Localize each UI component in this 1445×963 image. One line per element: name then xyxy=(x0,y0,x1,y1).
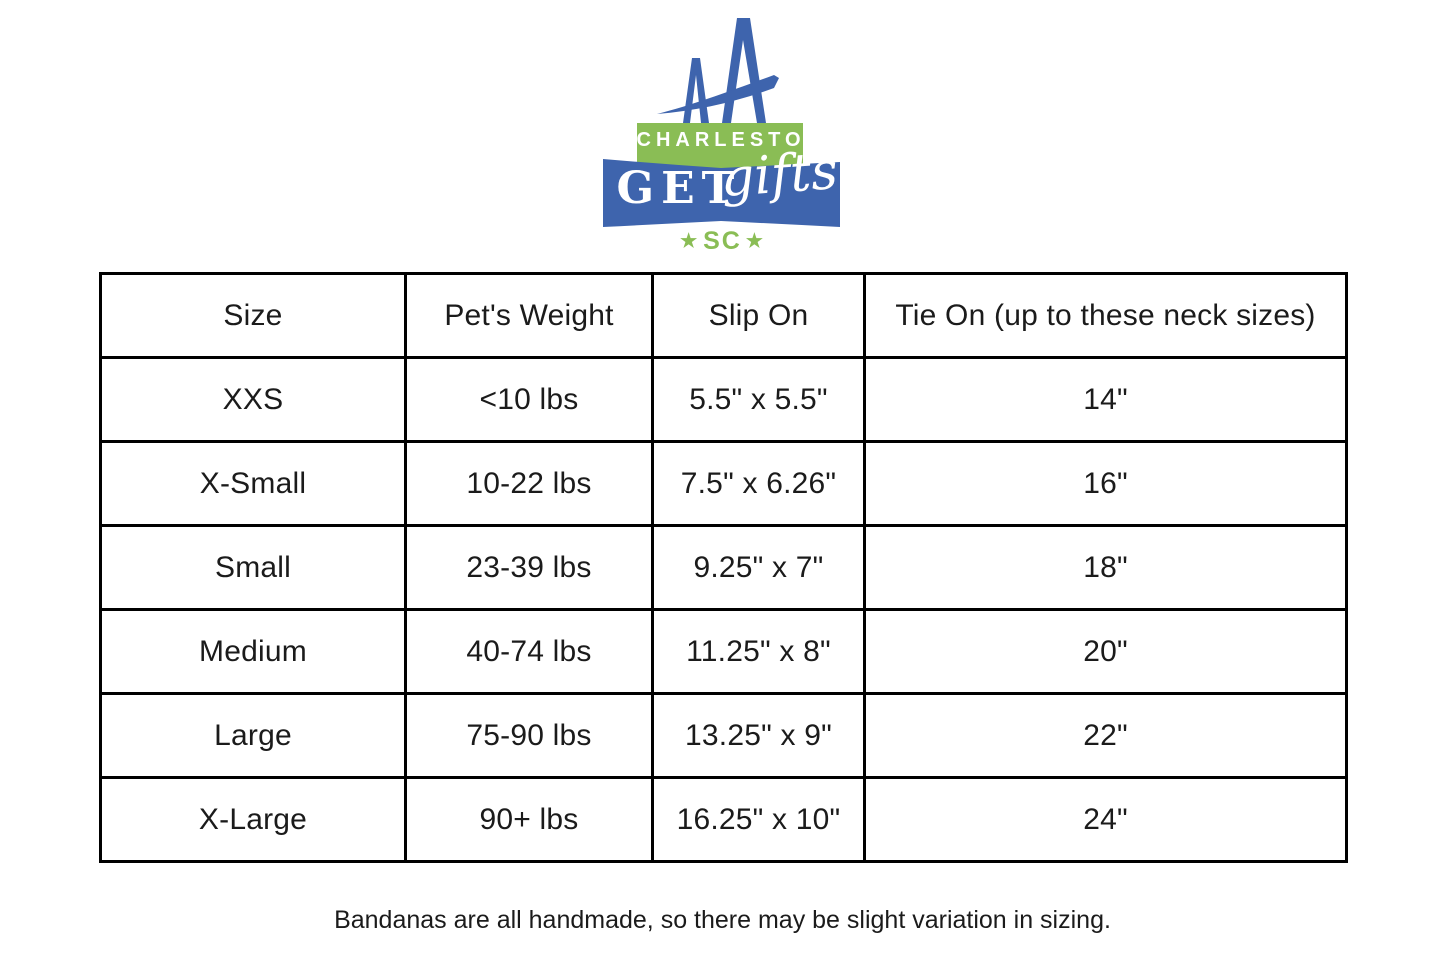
table-cell: 75-90 lbs xyxy=(406,694,653,778)
table-cell: Large xyxy=(101,694,406,778)
table-cell: Medium xyxy=(101,610,406,694)
column-header: Slip On xyxy=(653,274,865,358)
brand-banner-get-gifts xyxy=(603,141,840,227)
table-cell: 18" xyxy=(865,526,1347,610)
table-header-row xyxy=(101,274,1347,358)
table-cell: 10-22 lbs xyxy=(406,442,653,526)
star-icon: ★ xyxy=(745,231,765,252)
table-row xyxy=(101,442,1347,526)
table-cell: 9.25" x 7" xyxy=(653,526,865,610)
column-header: Pet's Weight xyxy=(406,274,653,358)
table-cell: 23-39 lbs xyxy=(406,526,653,610)
table-cell: 14" xyxy=(865,358,1347,442)
table-cell: XXS xyxy=(101,358,406,442)
brand-state-line xyxy=(593,229,853,254)
table-row xyxy=(101,526,1347,610)
table-cell: X-Small xyxy=(101,442,406,526)
table-cell: 16" xyxy=(865,442,1347,526)
table-cell: 24" xyxy=(865,778,1347,862)
brand-sc-text: SC xyxy=(703,227,742,255)
size-chart-table xyxy=(99,272,1348,863)
table-cell: X-Large xyxy=(101,778,406,862)
bridge-icon xyxy=(648,15,798,123)
table-row xyxy=(101,778,1347,862)
table-row xyxy=(101,358,1347,442)
table-cell: 40-74 lbs xyxy=(406,610,653,694)
column-header: Tie On (up to these neck sizes) xyxy=(865,274,1347,358)
table-cell: 13.25" x 9" xyxy=(653,694,865,778)
table-cell: 11.25" x 8" xyxy=(653,610,865,694)
table-cell: 5.5" x 5.5" xyxy=(653,358,865,442)
brand-gifts-text: gifts xyxy=(718,141,840,210)
table-cell: 20" xyxy=(865,610,1347,694)
brand-charleston-text: CHARLESTON xyxy=(636,129,826,151)
table-row xyxy=(101,610,1347,694)
table-row xyxy=(101,694,1347,778)
table-cell: 7.5" x 6.26" xyxy=(653,442,865,526)
table-cell: Small xyxy=(101,526,406,610)
brand-logo xyxy=(593,10,853,262)
table-cell: 16.25" x 10" xyxy=(653,778,865,862)
table-cell: 90+ lbs xyxy=(406,778,653,862)
column-header: Size xyxy=(101,274,406,358)
table-cell: <10 lbs xyxy=(406,358,653,442)
brand-get-text: GET xyxy=(616,163,742,214)
sizing-note: Bandanas are all handmade, so there may be slight variation in sizing. xyxy=(334,906,1111,934)
table-cell: 22" xyxy=(865,694,1347,778)
star-icon: ★ xyxy=(680,231,700,252)
